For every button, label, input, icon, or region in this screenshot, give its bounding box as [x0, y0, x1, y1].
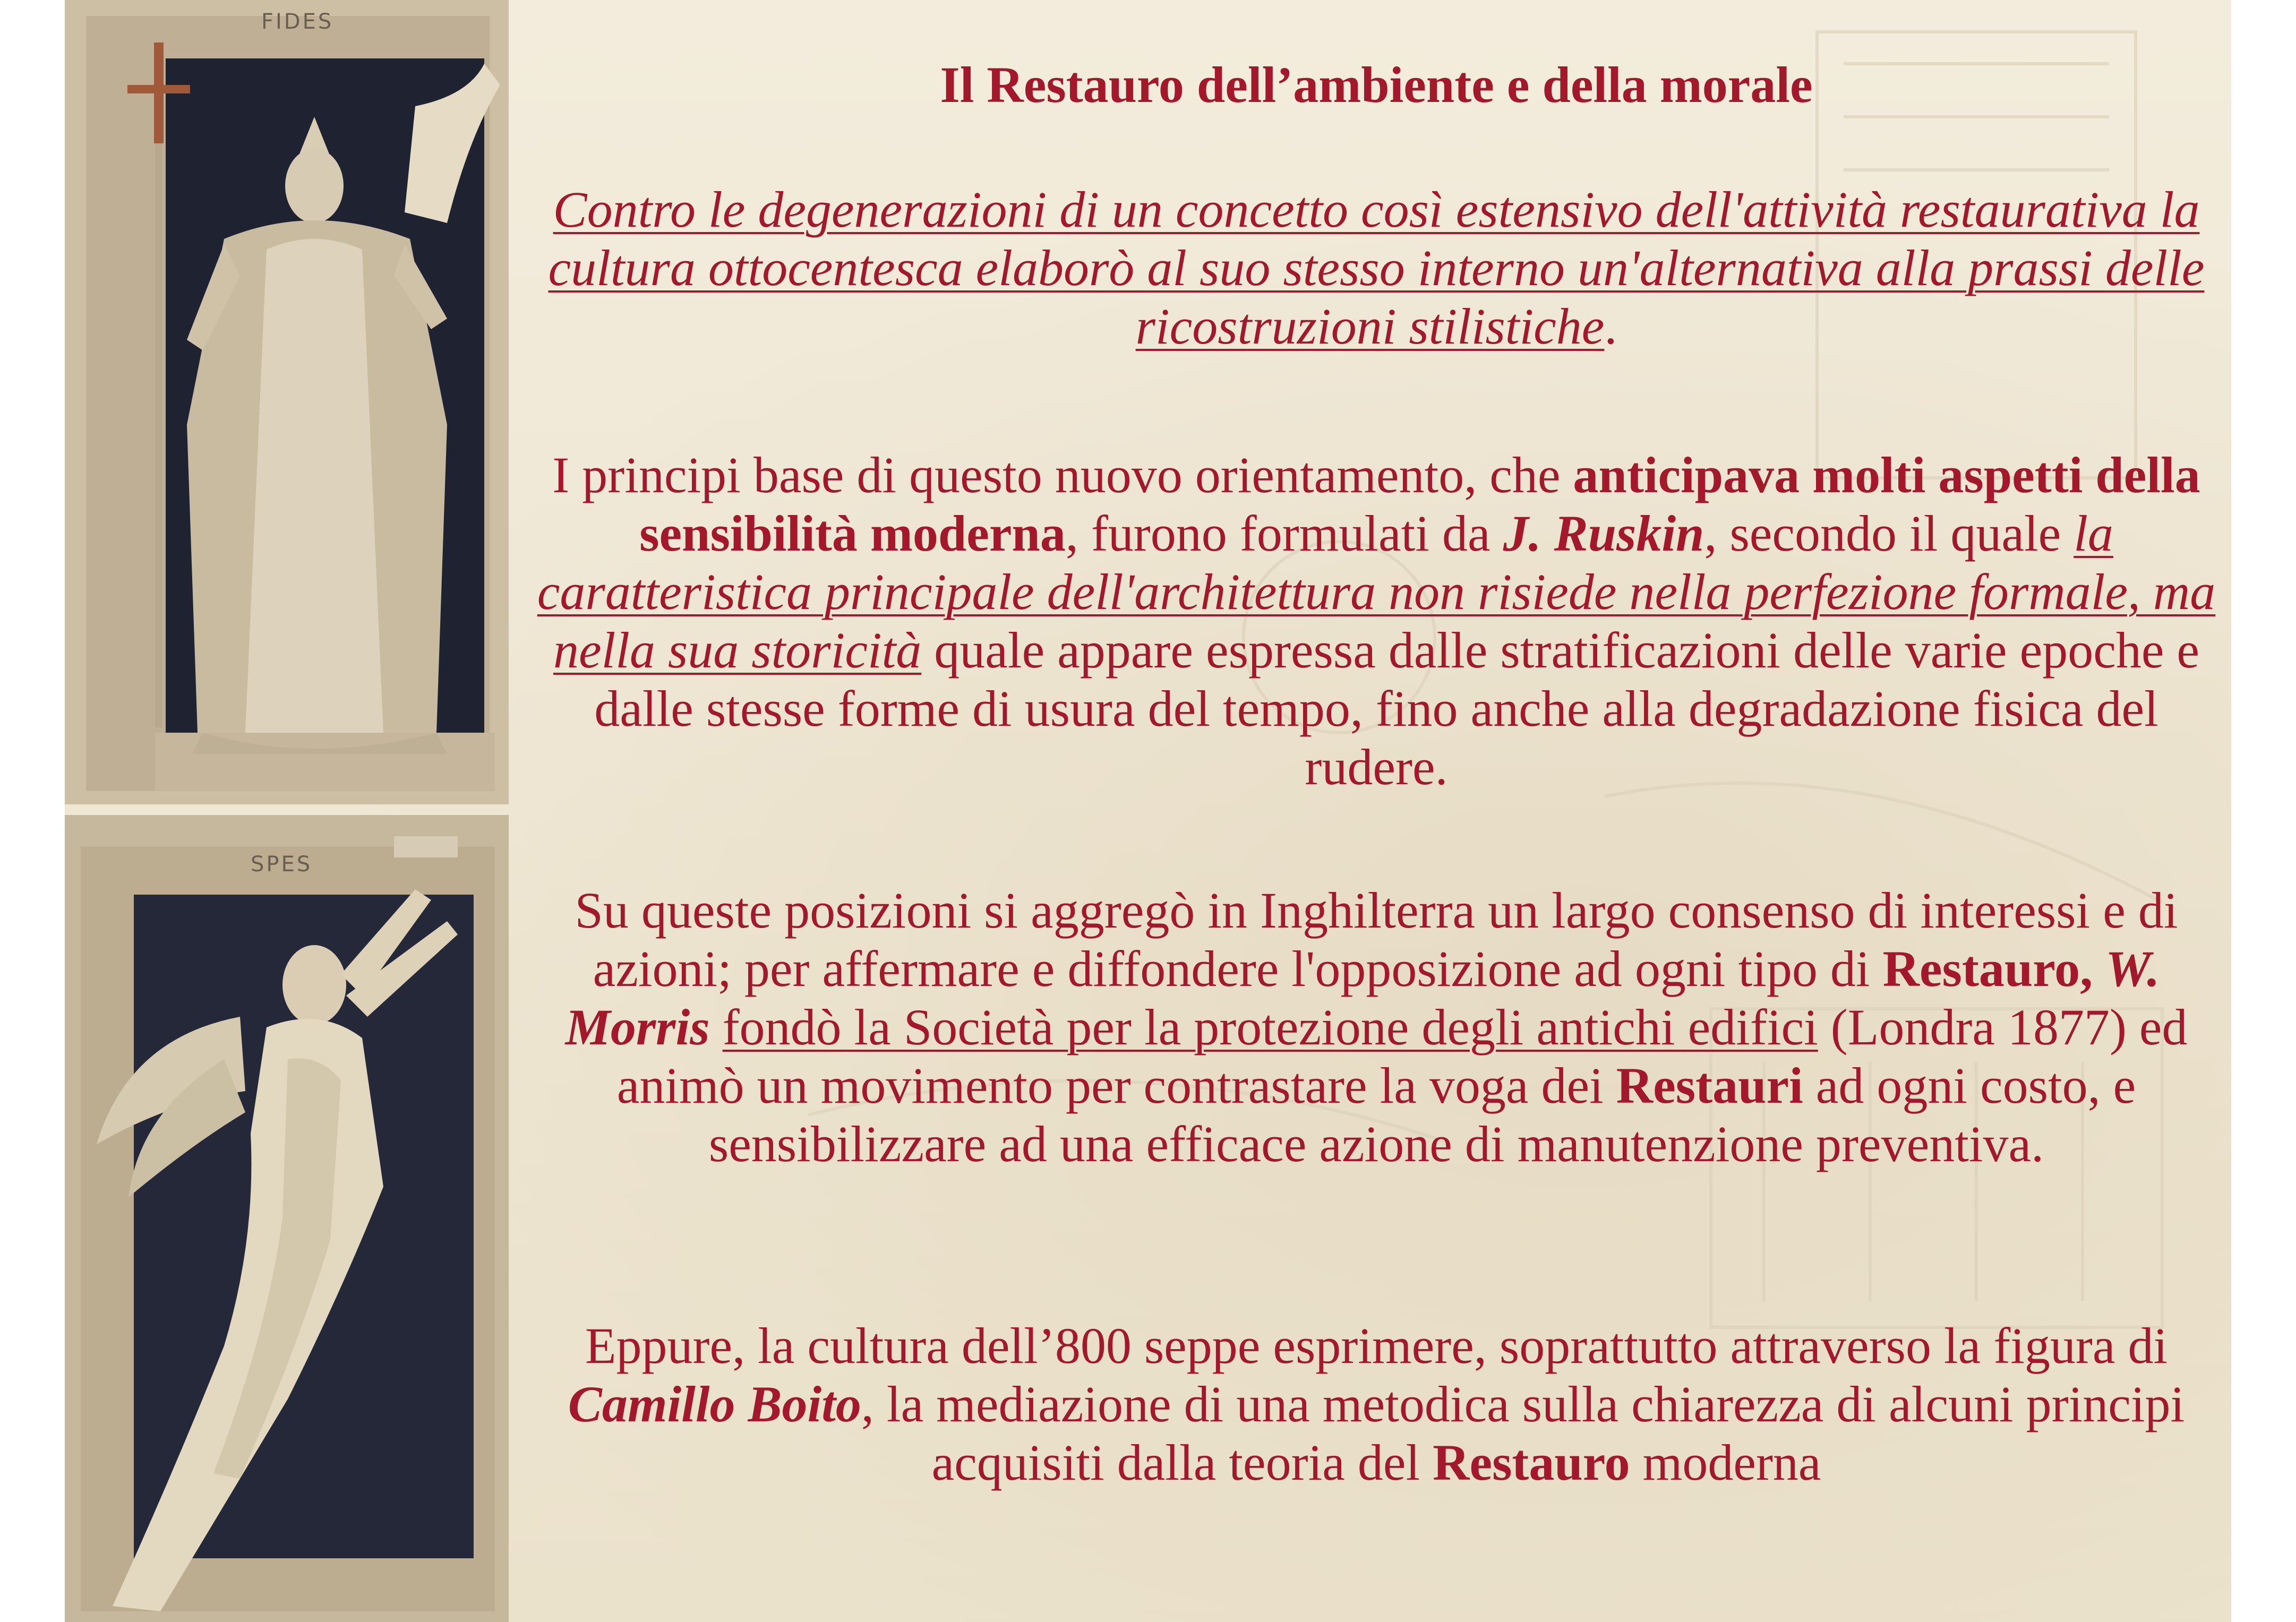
ruskin-name: J. Ruskin — [1503, 505, 1704, 562]
boito-name: Camillo Boito — [568, 1376, 861, 1432]
morris-society-underlined: fondò la Società per la protezione degli antichi edifici — [722, 999, 1818, 1055]
morris-restauro-bold: Restauro, — [1882, 940, 2106, 997]
morris-name: W. Morris — [565, 940, 2160, 1055]
intro-paragraph — [532, 181, 2221, 356]
ruskin-text-2: , furono formulati da — [1065, 505, 1503, 562]
ruskin-paragraph — [532, 446, 2221, 796]
morris-space — [710, 999, 723, 1055]
text-column — [532, 0, 2221, 1622]
boito-text-3: moderna — [1630, 1434, 1821, 1491]
spes-figure-illustration — [65, 815, 509, 1622]
ruskin-text-3: , secondo il quale — [1704, 505, 2074, 562]
fides-figure-illustration — [65, 0, 509, 804]
fides-inscription: FIDES — [261, 10, 334, 34]
ruskin-underlined-quote: la caratteristica principale dell'architettura non risiede nella perfezione formale, ma nella sua storicità — [537, 505, 2216, 679]
boito-paragraph — [532, 1317, 2221, 1492]
spes-fresco-image — [65, 815, 509, 1622]
boito-text-1: Eppure, la cultura dell’800 seppe esprimere, soprattutto attraverso la figura di — [585, 1317, 2168, 1374]
morris-text-1: Su queste posizioni si aggregò in Inghilterra un largo consenso di interessi e di azioni; per affermare e diffondere l'opposizione ad ogni tipo di — [575, 882, 2178, 997]
page-title: Il Restauro dell’ambiente e della morale — [940, 56, 1813, 113]
intro-underlined-italic-text: Contro le degenerazioni di un concetto così estensivo dell'attività restaurativa la cultura ottocentesca elaborò al suo stesso interno un'alternativa alla prassi delle ricostruzioni stilistiche — [548, 181, 2205, 355]
boito-restauro-bold: Restauro — [1433, 1434, 1630, 1491]
spes-inscription: SPES — [251, 852, 313, 877]
morris-text-2: (Londra 1877) ed animò un movimento per contrastare la voga dei — [616, 999, 2188, 1114]
intro-end-punctuation: . — [1604, 298, 1617, 355]
morris-restauri-bold: Restauri — [1616, 1057, 1803, 1114]
slide — [65, 0, 2231, 1622]
boito-text-2: , la mediazione di una metodica sulla chiarezza di alcuni principi acquisiti dalla teoria del — [861, 1376, 2185, 1491]
morris-paragraph — [532, 881, 2221, 1173]
ruskin-bold-phrase: anticipava molti aspetti della sensibilità moderna — [639, 447, 2200, 562]
morris-text-3: ad ogni costo, e sensibilizzare ad una efficace azione di manutenzione preventiva. — [708, 1057, 2136, 1172]
ruskin-text-1: I principi base di questo nuovo orientamento, che — [552, 447, 1573, 503]
ruskin-text-4: quale appare espressa dalle stratificazioni delle varie epoche e dalle stesse forme di usura del tempo, fino anche alla degradazione fisica del rudere. — [594, 622, 2200, 795]
fides-fresco-image — [65, 0, 509, 804]
